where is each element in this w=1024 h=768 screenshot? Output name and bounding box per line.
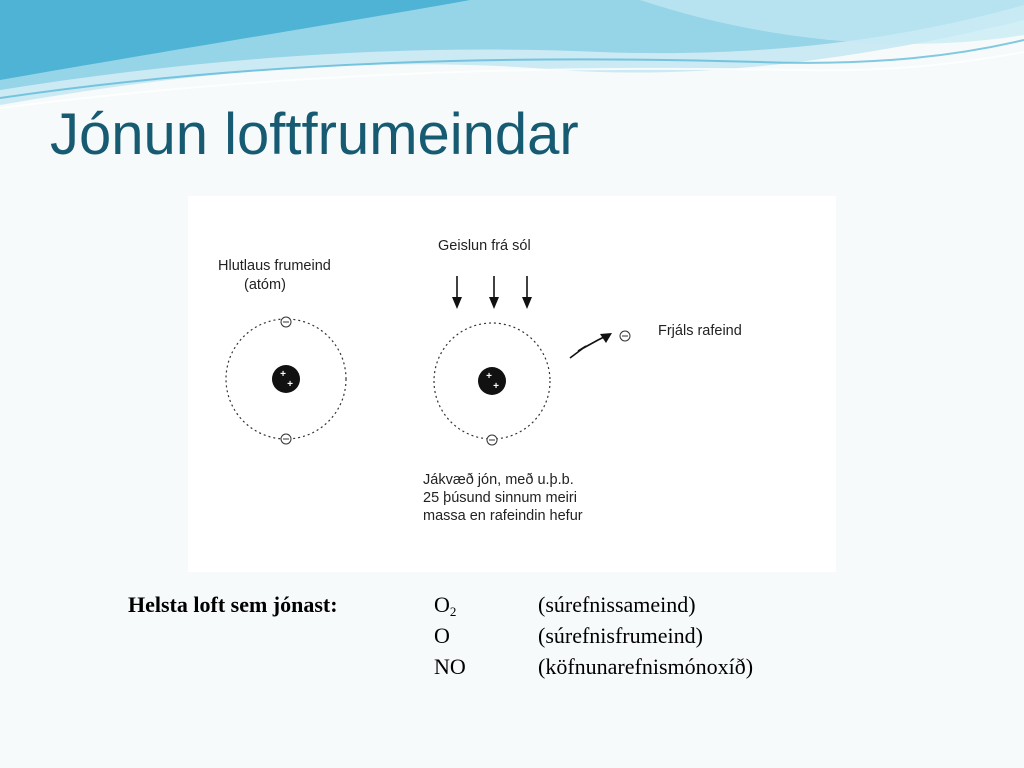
neutral-atom-nucleus <box>272 365 300 393</box>
free-electron-label: Frjáls rafeind <box>658 323 742 339</box>
nucleus-plus-sign: + <box>493 381 499 392</box>
ionization-diagram <box>188 196 836 572</box>
zigzag-arrow <box>570 336 606 358</box>
ionized-atom <box>434 323 550 445</box>
nucleus-plus-sign: + <box>280 369 286 380</box>
gas-formula: $O_2$ <box>434 592 457 619</box>
neutral-atom-label-line2: (atóm) <box>244 277 286 293</box>
radiation-label: Geislun frá sól <box>438 238 531 254</box>
slide-title: Jónun loftfrumeindar <box>50 102 579 167</box>
ion-description-line1: Jákvæð jón, með u.þ.b. <box>423 472 574 488</box>
neutral-atom-label-line1: Hlutlaus frumeind <box>218 258 331 274</box>
ion-description-line2: 25 þúsund sinnum meiri <box>423 490 577 506</box>
gas-name: (súrefnissameind) <box>538 592 696 617</box>
ion-description-line3: massa en rafeindin hefur <box>423 508 583 524</box>
gas-formula: NO <box>434 654 466 679</box>
ion-description <box>423 472 583 524</box>
nucleus-plus-sign: + <box>287 379 293 390</box>
gases-label: Helsta loft sem jónast: <box>128 592 338 617</box>
solar-radiation <box>438 238 532 309</box>
ejected-electron <box>570 323 742 358</box>
gas-name: (súrefnisfrumeind) <box>538 623 703 648</box>
gas-name: (köfnunarefnismónoxíð) <box>538 654 754 679</box>
neutral-atom <box>218 258 346 444</box>
ionization-figure <box>188 196 836 572</box>
ionized-atom-nucleus <box>478 367 506 395</box>
gas-formula: O <box>434 623 450 648</box>
nucleus-plus-sign: + <box>486 371 492 382</box>
